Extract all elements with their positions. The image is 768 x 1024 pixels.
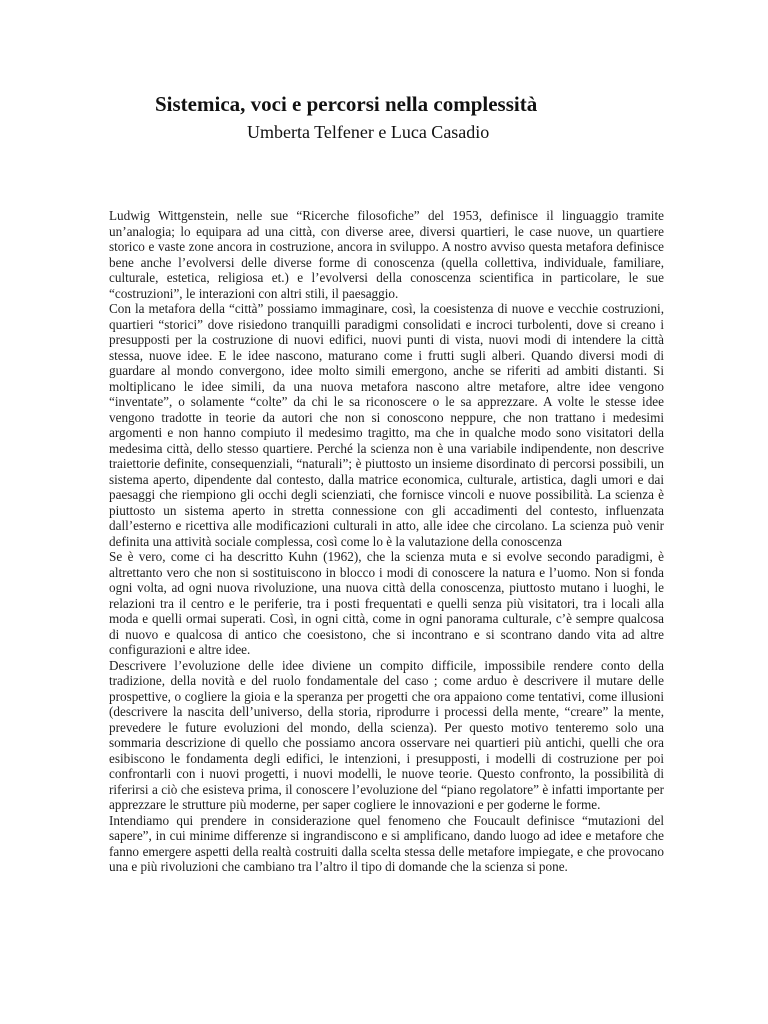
paragraph: Se è vero, come ci ha descritto Kuhn (1962), che la scienza muta e si evolve secondo paradigmi, è altrettanto vero che non si sostituiscono in blocco i modi di conoscere la natura e l’uomo. Non si fonda ogni volta, ad ogni nuova rivoluzione, una nuova città della conoscenza, piuttosto mutano i luoghi, le relazioni tra il centro e le periferie, tra i posti frequentati e quelli senza più visitatori, tra i locali alla moda e quelli ormai superati. Così, in ogni città, come in ogni panorama culturale, c’è sempre qualcosa di nuovo e qualcosa di antico che coesistono, che si incontrano e si scontrano dando vita ad altre configurazioni e altre idee. <box>109 549 664 657</box>
paragraph: Con la metafora della “città” possiamo immaginare, così, la coesistenza di nuove e vecchie costruzioni, quartieri “storici” dove risiedono tranquilli paradigmi consolidati e incroci turbolenti, dove si creano i presupposti per la costruzione di nuovi edifici, nuovi punti di vista, nuovi modi di intendere la città stessa, nuove idee. E le idee nascono, maturano come i frutti sugli alberi. Quando diversi modi di guardare al mondo convergono, idee molto simili emergono, anche se riferiti ad ambiti distanti. Si moltiplicano le idee simili, da una nuova metafora nascono altre metafore, altre idee vengono “inventate”, o solamente “colte” da chi le sa riconoscere o le sa apprezzare. A volte le stesse idee vengono tradotte in teorie da autori che non si conoscono neppure, che non trattano i medesimi argomenti e non hanno compiuto il medesimo tragitto, ma che in qualche modo sono visitatori della medesima città, dello stesso quartiere. Perché la scienza non è una variabile indipendente, non descrive traiettorie definite, consequenziali, “naturali”; è piuttosto un insieme disordinato di percorsi possibili, un sistema aperto, dipendente dal contesto, dalla matrice economica, culturale, artistica, dagli umori e dai paesaggi che riempiono gli occhi degli scienziati, che fornisce vincoli e nuove possibilità. La scienza è piuttosto un sistema aperto in stretta connessione con gli accadimenti del contesto, influenzata dall’esterno e ricettiva alle modificazioni culturali in atto, alle idee che circolano. La scienza può venir definita una attività sociale complessa, così come lo è la valutazione della conoscenza <box>109 301 664 549</box>
paragraph: Descrivere l’evoluzione delle idee diviene un compito difficile, impossibile rendere conto della tradizione, della novità e del ruolo fondamentale del caso ; come arduo è descrivere il mutare delle prospettive, o cogliere la gioia e la speranza per progetti che ora appaiono come tentativi, come illusioni (descrivere la nascita dell’universo, della storia, riprodurre i processi della mente, “creare” la mente, prevedere le future evoluzioni del mondo, della scienza). Per questo motivo tenteremo solo una sommaria descrizione di quello che possiamo ancora osservare nei quartieri più antichi, quelli che ora esibiscono le fondamenta degli edifici, le intenzioni, i presupposti, i modelli di costruzione per poi confrontarli con i nuovi progetti, i nuovi modelli, le nuove teorie. Questo confronto, la possibilità di riferirsi a ciò che esisteva prima, il conoscere l’evoluzione del “piano regolatore” è infatti importante per apprezzare le strutture più moderne, per saper cogliere le innovazioni e per goderne le forme. <box>109 657 664 812</box>
document-authors: Umberta Telfener e Luca Casadio <box>247 122 490 142</box>
document-body <box>109 208 664 875</box>
paragraph: Intendiamo qui prendere in considerazione quel fenomeno che Foucault definisce “mutazioni del sapere”, in cui minime differenze si ingrandiscono e si amplificano, dando luogo ad idee e metafore che fanno emergere aspetti della realtà costruiti dalla scelta stessa delle metafore impiegate, e che provocano una e più rivoluzioni che cambiano tra l’altro il tipo di domande che la scienza si pone. <box>109 812 664 874</box>
paragraph: Ludwig Wittgenstein, nelle sue “Ricerche filosofiche” del 1953, definisce il linguaggio tramite un’analogia; lo equipara ad una città, con diverse aree, diversi quartieri, le case nuove, un quartiere storico e vaste zone ancora in costruzione, ancora in sviluppo. A nostro avviso questa metafora definisce bene anche l’evolversi delle diverse forme di conoscenza (quella collettiva, individuale, familiare, culturale, estetica, religiosa et.) e l’evolversi della conoscenza scientifica in particolare, le sue “costruzioni”, le interazioni con altri stili, il paesaggio. <box>109 208 664 301</box>
document-title: Sistemica, voci e percorsi nella complessità <box>155 92 538 116</box>
